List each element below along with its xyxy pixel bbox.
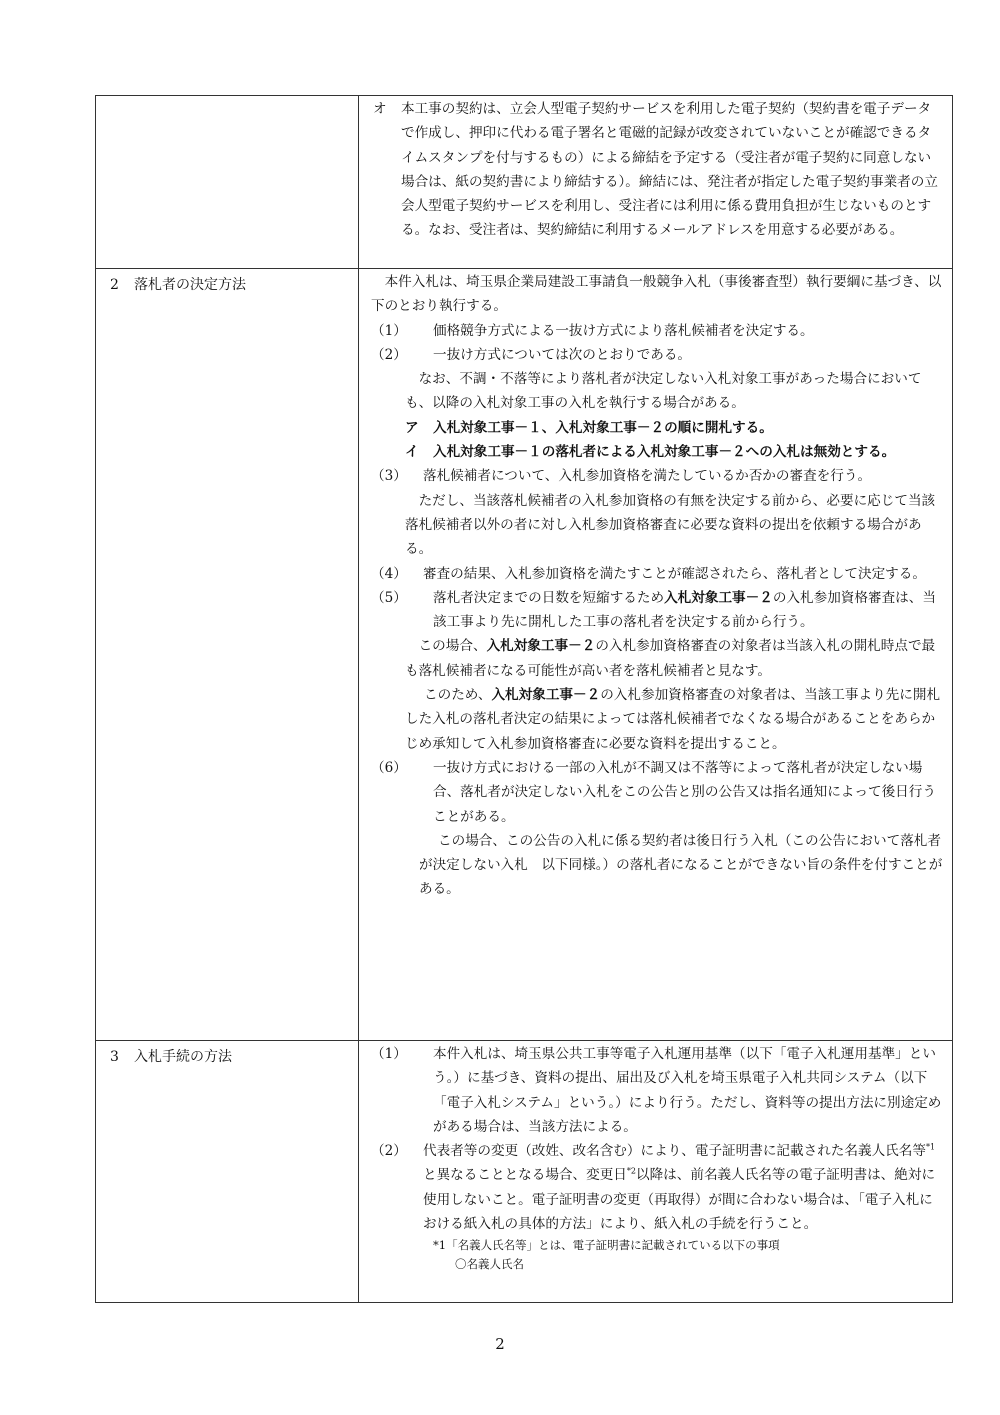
paragraph-text: 本件入札は、埼玉県公共工事等電子入札運用基準（以下「電子入札運用基準」という。）に基づき、資料の提出、届出及び入札を埼玉県電子入札共同システム（以下「電子入札システム」という。）により行う。ただし、資料等の提出方法に別途定めがある場合は、当該方法による。 <box>433 1046 942 1135</box>
table-row <box>96 96 953 269</box>
subitem-marker: イ <box>405 444 419 461</box>
paragraph-note: なお、不調・不落等により落札者が決定しない入札対象工事があった場合においても、以降の入札対象工事の入札を執行する場合がある。 <box>405 371 922 412</box>
text-run: 以降は、前名義人氏名等の電子証明書は、絶対に使用しないこと。電子証明書の変更（再取得）が間に合わない場合は、「電子入札における紙入札の具体的方法」により、紙入札の手続を行うこと。 <box>423 1167 936 1233</box>
text-run: と異なることとなる場合、変更日 <box>423 1167 627 1184</box>
section-label-cell <box>96 96 359 269</box>
item-o <box>371 97 944 243</box>
footnote-ref: *1 <box>925 1142 936 1152</box>
paragraph-marker: （4） <box>371 565 407 582</box>
bold-run: 入札対象工事－２ <box>491 687 601 704</box>
bold-run: 入札対象工事－２ <box>664 589 773 606</box>
paragraph-text: 落札候補者について、入札参加資格を満たしているか否かの審査を行う。 <box>423 468 872 485</box>
text-run: 落札者決定までの日数を短縮するため <box>433 589 665 606</box>
text-run: の入札参加資格審査は、当該工事より先に開札した工事の落札者を決定する前から行う。 <box>433 589 936 631</box>
paragraph-2 <box>371 343 944 367</box>
text-run: この場合、 <box>418 638 487 655</box>
paragraph-note <box>371 634 944 683</box>
paragraph-marker: （6） <box>371 759 407 776</box>
section-number: 3 <box>110 1049 119 1065</box>
text-run: このため、 <box>424 687 492 704</box>
section-label-cell <box>96 269 359 1041</box>
section-content-cell <box>359 1041 953 1303</box>
section-title: 落札者の決定方法 <box>134 277 246 293</box>
subitem-text: 入札対象工事－１、入札対象工事－２の順に開札する。 <box>433 419 773 436</box>
paragraph-2 <box>371 1139 944 1236</box>
item-marker: オ <box>373 101 387 117</box>
section-number: 2 <box>110 277 119 293</box>
paragraph-marker: （5） <box>371 589 407 606</box>
section-title: 入札手続の方法 <box>134 1049 232 1065</box>
item-text: 本工事の契約は、立会人型電子契約サービスを利用した電子契約（契約書を電子データで作成し、押印に代わる電子署名と電磁的記録が改変されていないことが確認できるタイムスタンプを付与するもの）による締結を予定する（受注者が電子契約に同意しない場合は、紙の契約書により締結する）。締結には、発注者が指定した電子契約事業者の立会人型電子契約サービスを利用し、受注者には利用に係る費用負担が生じないものとする。なお、受注者は、契約締結に利用するメールアドレスを用意する必要がある。 <box>401 101 938 239</box>
subitem-text: 入札対象工事－１の落札者による入札対象工事－２への入札は無効とする。 <box>433 444 896 461</box>
document-table <box>95 95 953 1303</box>
section-label <box>96 269 358 297</box>
paragraph-text: 一抜け方式における一部の入札が不調又は不落等によって落札者が決定しない場合、落札者が決定しない入札をこの公告と別の公告又は指名通知によって後日行うことがある。 <box>433 759 936 825</box>
section-intro: 本件入札は、埼玉県企業局建設工事請負一般競争入札（事後審査型）執行要綱に基づき、以下のとおり執行する。 <box>371 274 942 315</box>
footnote-ref: *2 <box>626 1166 636 1176</box>
section-label-cell <box>96 1041 359 1303</box>
paragraph-note: ただし、当該落札候補者の入札参加資格の有無を決定する前から、必要に応じて当該落札候補者以外の者に対し入札参加資格審査に必要な資料の提出を依頼する場合がある。 <box>405 492 936 558</box>
paragraph-note <box>371 683 944 756</box>
paragraph-marker: （2） <box>371 346 407 363</box>
paragraph-marker: （2） <box>371 1143 407 1160</box>
section-content-cell <box>359 96 953 269</box>
paragraph-marker: （3） <box>371 468 407 485</box>
paragraph-1 <box>371 1042 944 1139</box>
table-row <box>96 269 953 1041</box>
paragraph-text: 審査の結果、入札参加資格を満たすことが確認されたら、落札者として決定する。 <box>423 565 926 582</box>
paragraph-3 <box>371 464 944 488</box>
table-row <box>96 1041 953 1303</box>
paragraph-5 <box>371 586 944 635</box>
paragraph-4 <box>371 562 944 586</box>
text-run: 代表者等の変更（改姓、改名含む）により、電子証明書に記載された名義人氏名等 <box>423 1143 926 1160</box>
paragraph-marker: （1） <box>371 1046 407 1062</box>
paragraph-1 <box>371 319 944 343</box>
paragraph-marker: （1） <box>371 322 407 339</box>
paragraph-6 <box>371 756 944 829</box>
subitem-i <box>371 440 944 464</box>
footnote-item: 〇名義人氏名 <box>455 1257 524 1272</box>
paragraph-text: 一抜け方式については次のとおりである。 <box>433 346 692 363</box>
subitem-marker: ア <box>405 419 419 436</box>
bold-run: 入札対象工事－２ <box>486 638 596 655</box>
paragraph-text <box>423 1139 944 1236</box>
text-run: の入札参加資格審査の対象者は当該入札の開札時点で最も落札候補者になる可能性が高い者を落札候補者と見なす。 <box>405 638 936 679</box>
footnote: *1「名義人氏名等」とは、電子証明書に記載されている以下の事項 <box>433 1238 780 1253</box>
paragraph-text <box>433 586 944 635</box>
text-run: の入札参加資格審査の対象者は、当該工事より先に開札した入札の落札者決定の結果によっては落札候補者でなくなる場合があることをあらかじめ承知して入札参加資格審査に必要な資料を提出すること。 <box>405 687 941 752</box>
paragraph-note: この場合、この公告の入札に係る契約者は後日行う入札（この公告において落札者が決定しない入札 以下同様。）の落札者になることができない旨の条件を付すことがある。 <box>419 832 943 898</box>
section-label <box>96 1041 358 1069</box>
paragraph-text: 価格競争方式による一抜け方式により落札候補者を決定する。 <box>433 322 814 339</box>
page-number: 2 <box>495 1335 505 1353</box>
subitem-a <box>371 416 944 440</box>
section-content-cell <box>359 269 953 1041</box>
